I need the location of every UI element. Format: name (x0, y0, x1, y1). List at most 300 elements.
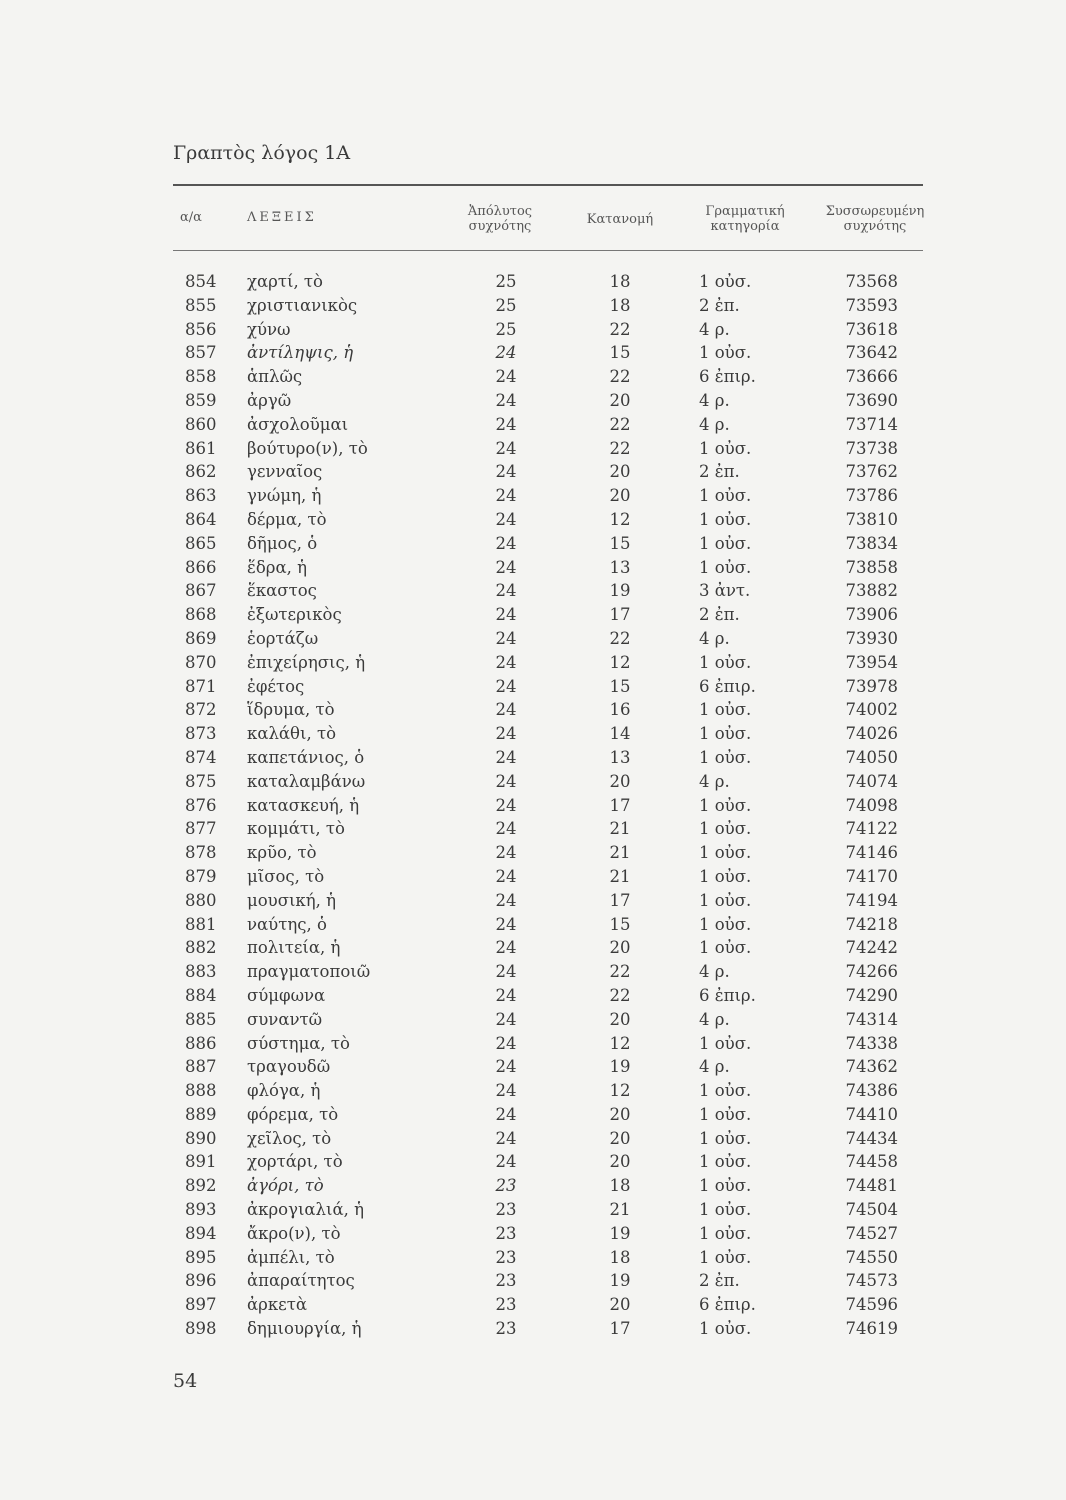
cell-num: 860 (185, 414, 217, 434)
cell-abs: 24 (495, 1009, 517, 1029)
cell-word: δῆμος, ὁ (247, 533, 318, 553)
cell-word: γνώμη, ἡ (247, 486, 322, 506)
cell-num: 873 (185, 724, 217, 744)
cell-gram: 1 οὐσ. (699, 1200, 752, 1220)
cell-gram: 2 ἐπ. (699, 462, 740, 482)
table-row (0, 1010, 1066, 1034)
cell-sum: 73593 (845, 295, 898, 315)
table-row (0, 1057, 1066, 1081)
cell-sum: 74290 (845, 985, 898, 1005)
cell-kat: 17 (609, 605, 631, 625)
cell-gram: 6 ἐπιρ. (699, 1295, 756, 1315)
cell-gram: 1 οὐσ. (699, 272, 752, 291)
cell-sum: 74266 (845, 962, 898, 982)
header-gram-line2: κατηγορία (710, 219, 780, 234)
cell-sum: 74242 (845, 938, 898, 958)
cell-gram: 3 ἀντ. (699, 581, 751, 601)
cell-sum: 73762 (845, 462, 898, 482)
cell-gram: 4 ρ. (699, 1009, 730, 1029)
cell-word: ἐπιχείρησις, ἡ (247, 652, 366, 672)
cell-kat: 22 (609, 367, 631, 387)
cell-sum: 74170 (845, 866, 898, 886)
cell-kat: 15 (609, 676, 631, 696)
cell-num: 882 (185, 938, 217, 958)
cell-kat: 18 (609, 1247, 631, 1267)
cell-gram: 6 ἐπιρ. (699, 367, 756, 387)
header-abs-line2: συχνότης (468, 219, 532, 234)
cell-num: 898 (185, 1319, 217, 1339)
cell-abs: 24 (495, 676, 517, 696)
cell-sum: 74026 (845, 724, 898, 744)
cell-word: πολιτεία, ἡ (247, 938, 341, 958)
cell-gram: 1 οὐσ. (699, 795, 752, 815)
cell-sum: 73834 (845, 533, 898, 553)
table-row (0, 891, 1066, 915)
cell-word: ἁπλῶς (247, 367, 303, 387)
frequency-table (0, 272, 1066, 1343)
cell-sum: 74458 (845, 1152, 898, 1172)
cell-gram: 6 ἐπιρ. (699, 985, 756, 1005)
cell-word: μῖσος, τὸ (247, 866, 325, 886)
cell-word: τραγουδῶ (247, 1057, 331, 1077)
cell-word: ἄκρο(ν), τὸ (247, 1223, 341, 1243)
table-row (0, 320, 1066, 344)
cell-num: 886 (185, 1033, 217, 1053)
cell-gram: 4 ρ. (699, 390, 730, 410)
cell-num: 885 (185, 1009, 217, 1029)
header-aa: α/α (180, 210, 202, 225)
cell-word: καπετάνιος, ὁ (247, 747, 365, 767)
cell-word: ἐφέτος (247, 676, 305, 696)
cell-kat: 20 (609, 1104, 631, 1124)
page-number: 54 (173, 1370, 198, 1392)
cell-word: ἀπαραίτητος (247, 1271, 355, 1291)
cell-kat: 20 (609, 462, 631, 482)
page-title: Γραπτὸς λόγος 1Α (173, 142, 351, 164)
cell-num: 891 (185, 1152, 217, 1172)
cell-sum: 73568 (845, 272, 898, 291)
cell-abs: 23 (495, 1247, 517, 1267)
cell-kat: 22 (609, 628, 631, 648)
cell-kat: 19 (609, 1271, 631, 1291)
cell-abs: 24 (495, 652, 517, 672)
table-row (0, 367, 1066, 391)
cell-num: 879 (185, 866, 217, 886)
cell-abs: 24 (495, 1057, 517, 1077)
table-row (0, 915, 1066, 939)
cell-kat: 21 (609, 819, 631, 839)
cell-sum: 73738 (845, 438, 898, 458)
cell-abs: 23 (495, 1271, 517, 1291)
cell-word: σύμφωνα (247, 985, 326, 1005)
cell-abs: 24 (495, 628, 517, 648)
cell-gram: 1 οὐσ. (699, 866, 752, 886)
cell-abs: 24 (495, 533, 517, 553)
cell-word: φόρεμα, τὸ (247, 1104, 339, 1124)
cell-gram: 1 οὐσ. (699, 557, 752, 577)
cell-kat: 12 (609, 509, 631, 529)
cell-num: 897 (185, 1295, 217, 1315)
cell-kat: 21 (609, 866, 631, 886)
cell-abs: 24 (495, 462, 517, 482)
cell-sum: 74410 (845, 1104, 898, 1124)
cell-num: 887 (185, 1057, 217, 1077)
cell-num: 893 (185, 1200, 217, 1220)
cell-word: χορτάρι, τὸ (247, 1152, 343, 1172)
table-row (0, 1200, 1066, 1224)
cell-gram: 1 οὐσ. (699, 486, 752, 506)
cell-kat: 18 (609, 272, 631, 291)
cell-sum: 74481 (845, 1176, 898, 1196)
table-row (0, 1129, 1066, 1153)
cell-num: 877 (185, 819, 217, 839)
cell-gram: 1 οὐσ. (699, 1319, 752, 1339)
table-row (0, 1152, 1066, 1176)
cell-gram: 4 ρ. (699, 962, 730, 982)
cell-gram: 1 οὐσ. (699, 1104, 752, 1124)
cell-word: ναύτης, ὁ (247, 914, 327, 934)
cell-word: ἀκρογιαλιά, ἡ (247, 1200, 365, 1220)
cell-word: πραγματοποιῶ (247, 962, 371, 982)
cell-num: 895 (185, 1247, 217, 1267)
cell-kat: 20 (609, 1009, 631, 1029)
cell-sum: 74098 (845, 795, 898, 815)
cell-kat: 22 (609, 414, 631, 434)
cell-kat: 21 (609, 1200, 631, 1220)
table-row (0, 819, 1066, 843)
cell-kat: 18 (609, 295, 631, 315)
cell-num: 880 (185, 890, 217, 910)
cell-abs: 24 (495, 819, 517, 839)
cell-num: 859 (185, 390, 217, 410)
cell-sum: 73690 (845, 390, 898, 410)
header-katanomi: Κατανομή (586, 212, 654, 227)
cell-word: ἀσχολοῦμαι (247, 414, 349, 434)
table-row (0, 439, 1066, 463)
header-abs-line1: Ἀπόλυτος (467, 204, 533, 219)
cell-sum: 73642 (845, 343, 898, 363)
cell-abs: 24 (495, 605, 517, 625)
cell-sum: 74218 (845, 914, 898, 934)
cell-gram: 1 οὐσ. (699, 938, 752, 958)
cell-gram: 1 οὐσ. (699, 1247, 752, 1267)
cell-word: χύνω (247, 319, 291, 339)
cell-word: σύστημα, τὸ (247, 1033, 350, 1053)
cell-sum: 74504 (845, 1200, 898, 1220)
cell-abs: 24 (495, 962, 517, 982)
cell-num: 888 (185, 1081, 217, 1101)
cell-word: συναντῶ (247, 1009, 323, 1029)
cell-sum: 73786 (845, 486, 898, 506)
cell-sum: 73714 (845, 414, 898, 434)
cell-sum: 73618 (845, 319, 898, 339)
cell-abs: 24 (495, 486, 517, 506)
cell-word: δημιουργία, ἡ (247, 1319, 362, 1339)
cell-num: 875 (185, 771, 217, 791)
cell-kat: 17 (609, 1319, 631, 1339)
cell-gram: 1 οὐσ. (699, 819, 752, 839)
table-row (0, 1034, 1066, 1058)
cell-abs: 24 (495, 557, 517, 577)
cell-num: 890 (185, 1128, 217, 1148)
cell-num: 861 (185, 438, 217, 458)
cell-abs: 23 (495, 1223, 517, 1243)
table-row (0, 1081, 1066, 1105)
cell-kat: 12 (609, 1033, 631, 1053)
cell-num: 878 (185, 843, 217, 863)
cell-word: κρῦο, τὸ (247, 843, 317, 863)
cell-kat: 20 (609, 1128, 631, 1148)
cell-abs: 23 (495, 1319, 517, 1339)
cell-sum: 74573 (845, 1271, 898, 1291)
cell-num: 896 (185, 1271, 217, 1291)
cell-kat: 20 (609, 771, 631, 791)
table-row (0, 962, 1066, 986)
cell-abs: 24 (495, 1081, 517, 1101)
cell-abs: 25 (495, 319, 517, 339)
cell-gram: 2 ἐπ. (699, 605, 740, 625)
cell-gram: 1 οὐσ. (699, 509, 752, 529)
table-row (0, 653, 1066, 677)
table-row (0, 700, 1066, 724)
cell-abs: 25 (495, 295, 517, 315)
cell-abs: 24 (495, 771, 517, 791)
header-grammatical-category (690, 204, 800, 234)
header-sum-line1: Συσσωρευμένη (825, 204, 925, 219)
table-row (0, 1105, 1066, 1129)
table-row (0, 343, 1066, 367)
cell-gram: 1 οὐσ. (699, 652, 752, 672)
cell-kat: 22 (609, 438, 631, 458)
cell-num: 868 (185, 605, 217, 625)
cell-word: ἐξωτερικὸς (247, 605, 342, 625)
cell-kat: 19 (609, 581, 631, 601)
cell-sum: 74362 (845, 1057, 898, 1077)
table-row (0, 629, 1066, 653)
cell-kat: 20 (609, 1295, 631, 1315)
cell-abs: 24 (495, 509, 517, 529)
cell-num: 863 (185, 486, 217, 506)
cell-abs: 24 (495, 747, 517, 767)
cell-word: ἕκαστος (247, 581, 317, 601)
cell-abs: 24 (495, 890, 517, 910)
cell-gram: 1 οὐσ. (699, 438, 752, 458)
table-row (0, 1295, 1066, 1319)
cell-sum: 74314 (845, 1009, 898, 1029)
cell-kat: 17 (609, 890, 631, 910)
cell-sum: 74596 (845, 1295, 898, 1315)
table-row (0, 605, 1066, 629)
cell-abs: 23 (495, 1176, 517, 1196)
cell-kat: 22 (609, 319, 631, 339)
cell-gram: 1 οὐσ. (699, 1033, 752, 1053)
cell-num: 883 (185, 962, 217, 982)
cell-gram: 1 οὐσ. (699, 724, 752, 744)
table-row (0, 1248, 1066, 1272)
header-sum-line2: συχνότης (843, 219, 907, 234)
cell-word: ἀργῶ (247, 390, 292, 410)
cell-num: 857 (185, 343, 217, 363)
cell-word: καταλαμβάνω (247, 771, 366, 791)
cell-sum: 74550 (845, 1247, 898, 1267)
cell-word: ἵδρυμα, τὸ (247, 700, 335, 720)
cell-abs: 24 (495, 1128, 517, 1148)
cell-gram: 2 ἐπ. (699, 295, 740, 315)
cell-word: μουσική, ἡ (247, 890, 336, 910)
cell-num: 870 (185, 652, 217, 672)
cell-num: 869 (185, 628, 217, 648)
table-row (0, 534, 1066, 558)
table-row (0, 558, 1066, 582)
cell-num: 874 (185, 747, 217, 767)
table-row (0, 796, 1066, 820)
table-row (0, 296, 1066, 320)
cell-abs: 23 (495, 1200, 517, 1220)
cell-num: 862 (185, 462, 217, 482)
cell-abs: 24 (495, 795, 517, 815)
cell-gram: 1 οὐσ. (699, 343, 752, 363)
cell-sum: 74002 (845, 700, 898, 720)
cell-word: φλόγα, ἡ (247, 1081, 321, 1101)
cell-sum: 73978 (845, 676, 898, 696)
header-cumulative-frequency (815, 204, 935, 234)
header-gram-line1: Γραμματική (705, 204, 785, 219)
cell-kat: 20 (609, 1152, 631, 1172)
cell-gram: 1 οὐσ. (699, 1081, 752, 1101)
cell-word: ἀγόρι, τὸ (247, 1176, 324, 1196)
cell-abs: 24 (495, 438, 517, 458)
table-row (0, 677, 1066, 701)
cell-word: ἀντίληψις, ἡ (247, 343, 354, 363)
cell-gram: 4 ρ. (699, 771, 730, 791)
cell-sum: 74146 (845, 843, 898, 863)
cell-abs: 24 (495, 700, 517, 720)
cell-num: 876 (185, 795, 217, 815)
cell-kat: 22 (609, 985, 631, 1005)
cell-abs: 24 (495, 938, 517, 958)
cell-num: 854 (185, 272, 217, 291)
cell-kat: 13 (609, 557, 631, 577)
cell-sum: 74527 (845, 1223, 898, 1243)
cell-abs: 24 (495, 866, 517, 886)
cell-sum: 73666 (845, 367, 898, 387)
cell-gram: 2 ἐπ. (699, 1271, 740, 1291)
cell-sum: 73882 (845, 581, 898, 601)
cell-gram: 4 ρ. (699, 628, 730, 648)
table-row (0, 1319, 1066, 1343)
cell-abs: 23 (495, 1295, 517, 1315)
cell-sum: 73858 (845, 557, 898, 577)
cell-kat: 16 (609, 700, 631, 720)
cell-abs: 24 (495, 724, 517, 744)
cell-num: 871 (185, 676, 217, 696)
cell-kat: 22 (609, 962, 631, 982)
cell-sum: 74386 (845, 1081, 898, 1101)
cell-abs: 24 (495, 1152, 517, 1172)
cell-abs: 24 (495, 367, 517, 387)
cell-num: 855 (185, 295, 217, 315)
cell-word: χεῖλος, τὸ (247, 1128, 332, 1148)
cell-sum: 74434 (845, 1128, 898, 1148)
cell-gram: 1 οὐσ. (699, 1176, 752, 1196)
table-row (0, 843, 1066, 867)
cell-kat: 17 (609, 795, 631, 815)
cell-gram: 1 οὐσ. (699, 533, 752, 553)
cell-sum: 74050 (845, 747, 898, 767)
cell-gram: 1 οὐσ. (699, 1223, 752, 1243)
cell-word: δέρμα, τὸ (247, 509, 327, 529)
table-row (0, 986, 1066, 1010)
cell-gram: 1 οὐσ. (699, 700, 752, 720)
cell-word: χαρτί, τὸ (247, 272, 323, 291)
table-row (0, 415, 1066, 439)
table-row (0, 486, 1066, 510)
cell-word: ἀμπέλι, τὸ (247, 1247, 335, 1267)
cell-kat: 20 (609, 390, 631, 410)
cell-abs: 24 (495, 843, 517, 863)
table-row (0, 391, 1066, 415)
table-row (0, 462, 1066, 486)
cell-sum: 73954 (845, 652, 898, 672)
cell-kat: 14 (609, 724, 631, 744)
table-row (0, 510, 1066, 534)
cell-num: 884 (185, 985, 217, 1005)
cell-word: ἑορτάζω (247, 628, 319, 648)
cell-gram: 1 οὐσ. (699, 1152, 752, 1172)
cell-num: 858 (185, 367, 217, 387)
cell-sum: 73930 (845, 628, 898, 648)
cell-word: ἕδρα, ἡ (247, 557, 308, 577)
cell-kat: 19 (609, 1223, 631, 1243)
cell-num: 881 (185, 914, 217, 934)
cell-kat: 18 (609, 1176, 631, 1196)
cell-num: 856 (185, 319, 217, 339)
table-row (0, 867, 1066, 891)
cell-gram: 4 ρ. (699, 414, 730, 434)
table-row (0, 772, 1066, 796)
top-rule (173, 184, 923, 186)
cell-word: κομμάτι, τὸ (247, 819, 345, 839)
cell-gram: 1 οὐσ. (699, 914, 752, 934)
cell-num: 892 (185, 1176, 217, 1196)
cell-num: 866 (185, 557, 217, 577)
table-row (0, 724, 1066, 748)
cell-kat: 20 (609, 938, 631, 958)
table-row (0, 938, 1066, 962)
cell-sum: 74074 (845, 771, 898, 791)
cell-sum: 74122 (845, 819, 898, 839)
cell-num: 865 (185, 533, 217, 553)
table-row (0, 1271, 1066, 1295)
cell-word: κατασκευή, ἡ (247, 795, 360, 815)
cell-kat: 20 (609, 486, 631, 506)
cell-abs: 24 (495, 1033, 517, 1053)
cell-num: 872 (185, 700, 217, 720)
cell-kat: 15 (609, 343, 631, 363)
cell-num: 864 (185, 509, 217, 529)
table-row (0, 1176, 1066, 1200)
cell-gram: 6 ἐπιρ. (699, 676, 756, 696)
cell-gram: 1 οὐσ. (699, 843, 752, 863)
cell-num: 894 (185, 1223, 217, 1243)
cell-gram: 1 οὐσ. (699, 1128, 752, 1148)
cell-num: 889 (185, 1104, 217, 1124)
cell-kat: 12 (609, 652, 631, 672)
cell-kat: 13 (609, 747, 631, 767)
cell-abs: 25 (495, 272, 517, 291)
cell-sum: 74194 (845, 890, 898, 910)
cell-kat: 15 (609, 914, 631, 934)
